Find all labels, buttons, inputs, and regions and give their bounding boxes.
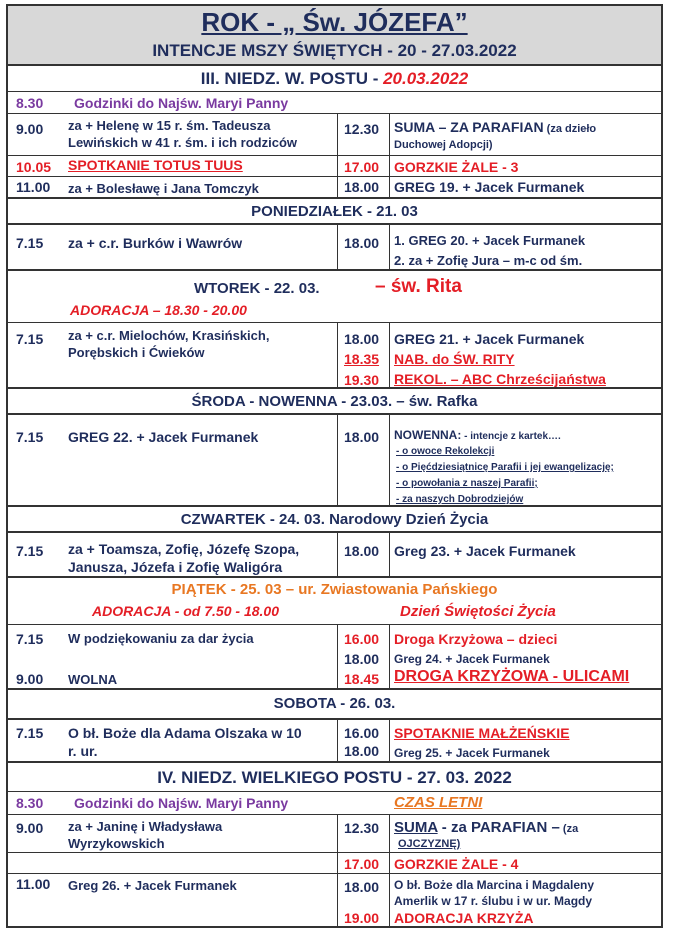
day-date: 20.03.2022 [383, 69, 469, 88]
mass-row [8, 910, 661, 926]
event-label: SPOTAKNIE MAŁŻEŃSKIE [394, 725, 570, 741]
novena-intention: - o Pięćdziesiątnicę Parafii i jej ewangelizację; [396, 462, 614, 473]
note-row [8, 91, 661, 113]
mass-intention: Porębskich i Ćwieków [68, 345, 205, 360]
mass-time: 18.00 [344, 743, 380, 759]
mass-intention: Greg 24. + Jacek Furmanek [394, 652, 550, 666]
page-title: ROK - „ Św. JÓZEFA” [201, 7, 468, 37]
day-heading-sunday-2 [8, 761, 661, 791]
mass-note: Duchowej Adopcji) [394, 139, 493, 151]
event-label: SPOTKANIE TOTUS TUUS [68, 157, 243, 173]
mass-intention: Lewińskich w 41 r. śm. i ich rodziców [68, 135, 298, 150]
mass-intention: - za PARAFIAN – [437, 819, 560, 836]
note-row [8, 791, 661, 814]
novena-note: - intencje z kartek…. [461, 431, 561, 442]
mass-time: 7.15 [16, 235, 44, 251]
page-subtitle: INTENCJE MSZY ŚWIĘTYCH - 20 - 27.03.2022 [152, 41, 517, 60]
mass-note: OJCZYZNĘ) [398, 838, 461, 850]
mass-intention: za + Toamsza, Zofię, Józefę Szopa, [68, 541, 300, 557]
mass-time: 18.00 [344, 651, 380, 667]
day-heading-thursday [8, 505, 661, 531]
mass-time: 17.00 [344, 159, 380, 175]
mass-time: 7.15 [16, 543, 44, 559]
day-heading-sunday-1 [8, 64, 661, 91]
day-title: IV. NIEDZ. WIELKIEGO POSTU - 27. 03. 2022 [157, 768, 512, 787]
mass-intention: r. ur. [68, 743, 98, 759]
mass-time: 18.00 [344, 331, 380, 347]
mass-note: (za dzieło [543, 123, 597, 135]
event-label: NAB. do ŚW. RITY [394, 351, 515, 367]
mass-time: 18.00 [344, 543, 380, 559]
mass-row [8, 624, 661, 688]
event-label: DROGA KRZYŻOWA - ULICAMI [394, 668, 630, 685]
mass-intention: GREG 21. + Jacek Furmanek [394, 331, 585, 347]
mass-row [8, 223, 661, 269]
event-label: ADORACJA KRZYŻA [394, 910, 534, 926]
mass-row [8, 852, 661, 873]
mass-intention: SUMA – ZA PARAFIAN [394, 119, 544, 135]
day-title: WTOREK - 22. 03. [194, 280, 320, 297]
mass-time: 16.00 [344, 631, 380, 647]
note-time: 8.30 [16, 95, 44, 111]
day-title: SOBOTA - 26. 03. [273, 695, 396, 712]
mass-row [8, 718, 661, 761]
mass-row [8, 873, 661, 910]
mass-time: 18.00 [344, 179, 380, 195]
mass-time: 7.15 [16, 725, 44, 741]
day-heading-tuesday [8, 269, 661, 300]
intentions-sheet [6, 4, 663, 928]
mass-row [8, 176, 661, 197]
mass-time: 18.00 [344, 879, 380, 895]
mass-intention: 1. GREG 20. + Jacek Furmanek [394, 233, 586, 248]
mass-time: 11.00 [16, 876, 51, 892]
mass-time: 9.00 [16, 820, 44, 836]
mass-intention: O bł. Boże dla Marcina i Magdaleny [394, 878, 595, 892]
event-label: Droga Krzyżowa – dzieci [394, 631, 558, 647]
adoration-row [8, 300, 661, 322]
mass-intention: za + c.r. Burków i Wawrów [68, 235, 243, 251]
mass-intention: GREG 19. + Jacek Furmanek [394, 179, 585, 195]
mass-intention: 2. za + Zofię Jura – m-c od śm. [394, 253, 583, 268]
page-header [8, 6, 661, 64]
mass-time: 9.00 [16, 121, 44, 137]
mass-time: 18.35 [344, 351, 380, 367]
mass-time: 18.00 [344, 429, 380, 445]
adoration-label: ADORACJA - od 7.50 - 18.00 [92, 603, 279, 619]
mass-time: 12.30 [344, 121, 380, 137]
mass-row [8, 155, 661, 176]
mass-intention: za + Janinę i Władysława [68, 819, 223, 834]
mass-intention: W podziękowaniu za dar życia [68, 631, 254, 646]
mass-time: 17.00 [344, 856, 380, 872]
mass-time: 19.30 [344, 372, 380, 388]
mass-time: 18.45 [344, 671, 380, 687]
mass-time: 7.15 [16, 429, 44, 445]
day-heading-monday [8, 197, 661, 223]
summer-time-label: CZAS LETNI [394, 794, 483, 811]
novena-intention: - za naszych Dobrodziejów [396, 494, 524, 505]
note-text: Godzinki do Najśw. Maryi Panny [74, 95, 289, 111]
mass-time: 19.00 [344, 910, 380, 926]
mass-time: 10.05 [16, 159, 52, 175]
mass-intention: WOLNA [68, 672, 118, 687]
mass-intention: O bł. Boże dla Adama Olszaka w 10 [68, 725, 302, 741]
mass-time: 18.00 [344, 235, 380, 251]
day-title: III. NIEDZ. W. POSTU - [200, 69, 384, 88]
event-label: REKOL. – ABC Chrześcijaństwa [394, 371, 606, 387]
mass-intention: Wyrzykowskich [68, 836, 165, 851]
day-title: PONIEDZIAŁEK - 21. 03 [251, 203, 418, 220]
life-day-label: Dzień Świętości Życia [400, 603, 556, 620]
day-saint: – św. Rita [375, 276, 462, 297]
novena-intention: - o owoce Rekolekcji [396, 446, 495, 457]
mass-intention: Greg 26. + Jacek Furmanek [68, 878, 237, 893]
mass-row [8, 814, 661, 852]
mass-intention: Greg 23. + Jacek Furmanek [394, 543, 576, 559]
day-title: CZWARTEK - 24. 03. Narodowy Dzień Życia [180, 511, 489, 528]
day-heading-friday [8, 576, 661, 600]
novena-intention: - o powołania z naszej Parafii; [396, 478, 538, 489]
mass-row [8, 413, 661, 505]
mass-intention: Amerlik w 17 r. ślubu i w ur. Magdy [394, 894, 593, 908]
day-title: ŚRODA - NOWENNA - 23.03. – św. Rafka [191, 393, 478, 410]
mass-time: 7.15 [16, 631, 44, 647]
note-text: Godzinki do Najśw. Maryi Panny [74, 795, 289, 811]
mass-row [8, 113, 661, 155]
mass-time: 12.30 [344, 820, 380, 836]
novena-label: NOWENNA: [394, 428, 462, 442]
day-heading-wednesday [8, 387, 661, 413]
mass-intention: Janusza, Józefa i Zofię Waligóra [68, 559, 283, 575]
mass-intention: za + Bolesławę i Jana Tomczyk [68, 181, 259, 196]
mass-intention: SUMA [394, 819, 438, 836]
note-time: 8.30 [16, 795, 44, 811]
mass-time: 11.00 [16, 179, 51, 195]
mass-intention: GREG 22. + Jacek Furmanek [68, 429, 259, 445]
mass-intention: za + c.r. Mielochów, Krasińskich, [68, 328, 270, 343]
event-label: GORZKIE ŻALE - 3 [394, 159, 519, 175]
day-title: PIĄTEK - 25. 03 – ur. Zwiastowania Pańskiego [171, 581, 498, 598]
mass-intention: Greg 25. + Jacek Furmanek [394, 746, 550, 760]
mass-time: 16.00 [344, 725, 380, 741]
mass-time: 7.15 [16, 331, 44, 347]
adoration-row [8, 600, 661, 624]
mass-row [8, 322, 661, 387]
event-label: GORZKIE ŻALE - 4 [394, 856, 519, 872]
mass-intention: za + Helenę w 15 r. śm. Tadeusza [68, 118, 271, 133]
mass-note: (za [559, 823, 579, 835]
adoration-label: ADORACJA – 18.30 - 20.00 [70, 302, 247, 318]
mass-row [8, 531, 661, 576]
day-heading-saturday [8, 688, 661, 718]
mass-time: 9.00 [16, 671, 44, 687]
